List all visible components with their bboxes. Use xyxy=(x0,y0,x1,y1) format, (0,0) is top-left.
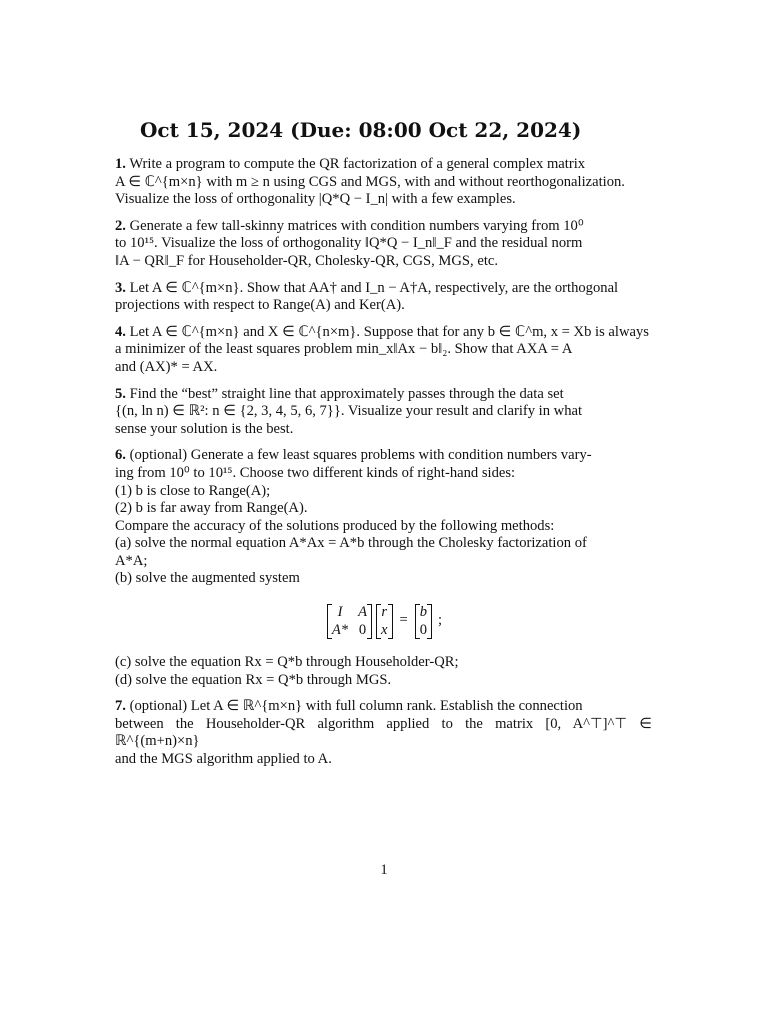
equals-sign: = xyxy=(399,612,408,629)
problem-text-line: ‖A − QR‖_F for Householder-QR, Cholesky-QR, CGS, MGS, etc. xyxy=(115,252,498,269)
problem-text-line: A*A; xyxy=(115,552,148,569)
problem-text-line: A ∈ ℂ^{m×n} with m ≥ n using CGS and MGS, with and without reorthogonalization. xyxy=(115,173,625,190)
problem-text-line: between the Householder-QR algorithm applied to the matrix [0, A^⊤]^⊤ ∈ ℝ^{(m+n)×n} xyxy=(115,715,652,750)
problem-number: 4. xyxy=(115,323,126,340)
problem-text-line: (1) b is close to Range(A); xyxy=(115,482,271,499)
problem-text-line: Generate a few tall-skinny matrices with condition numbers varying from 10⁰ xyxy=(129,217,584,234)
problem-1 xyxy=(115,156,652,209)
problem-4 xyxy=(115,324,652,377)
problem-number: 6. xyxy=(115,447,126,464)
problem-number: 1. xyxy=(115,156,126,172)
problem-text-line: {(n, ln n) ∈ ℝ²: n ∈ {2, 3, 4, 5, 6, 7}}. Visualize your result and clarify in what xyxy=(115,403,583,420)
problem-text-line: Let A ∈ ℂ^{m×n} and X ∈ ℂ^{n×m}. Suppose that for any b ∈ ℂ^m, x = Xb is always xyxy=(129,323,649,340)
problem-text-line: sense your solution is the best. xyxy=(115,420,294,437)
problem-list xyxy=(115,156,652,778)
problem-text-line: (optional) Generate a few least squares problems with condition numbers vary- xyxy=(129,447,592,464)
vector-entry: x xyxy=(381,621,388,638)
problem-text-line: and (AX)* = AX. xyxy=(115,358,218,375)
problem-text-line: (optional) Let A ∈ ℝ^{m×n} with full column rank. Establish the connection xyxy=(129,698,583,715)
matrix-entry: 0 xyxy=(358,621,367,638)
problem-text-line: Write a program to compute the QR factorization of a general complex matrix xyxy=(129,156,586,172)
vector-entry: 0 xyxy=(419,621,428,638)
problem-text-line: to 10¹⁵. Visualize the loss of orthogonality ‖Q*Q − I_n‖_F and the residual norm xyxy=(115,235,583,252)
problem-text-line: (a) solve the normal equation A*Ax = A*b through the Cholesky factorization of xyxy=(115,535,587,552)
matrix-entry: A* xyxy=(331,621,349,638)
problem-number: 3. xyxy=(115,279,126,296)
problem-text-line: Visualize the loss of orthogonality |Q*Q − I_n| with a few examples. xyxy=(115,191,516,208)
matrix-entry: I xyxy=(337,603,343,620)
problem-5 xyxy=(115,386,652,439)
unknown-vector xyxy=(376,604,392,639)
page-number: 1 xyxy=(380,862,388,878)
problem-text-line: Compare the accuracy of the solutions produced by the following methods: xyxy=(115,517,555,534)
problem-text-line: (c) solve the equation Rx = Q*b through Householder-QR; xyxy=(115,654,459,671)
problem-text-line: projections with respect to Range(A) and Ker(A). xyxy=(115,297,405,314)
vector-entry: r xyxy=(381,603,388,620)
problem-text-line: (b) solve the augmented system xyxy=(115,570,300,587)
problem-text-line: ing from 10⁰ to 10¹⁵. Choose two different kinds of right-hand sides: xyxy=(115,464,516,481)
matrix-entry: A xyxy=(358,603,368,620)
block-matrix xyxy=(327,604,372,639)
rhs-vector xyxy=(415,604,432,639)
problem-text-line: and the MGS algorithm applied to A. xyxy=(115,751,332,768)
equation-punctuation: ; xyxy=(438,612,443,629)
problem-text-line: Let A ∈ ℂ^{m×n}. Show that AA† and I_n − A†A, respectively, are the orthogonal xyxy=(129,279,619,296)
problem-text-line: Find the “best” straight line that approximately passes through the data set xyxy=(129,385,564,402)
problem-number: 7. xyxy=(115,698,126,715)
vector-entry: b xyxy=(419,603,428,620)
problem-number: 5. xyxy=(115,385,126,402)
problem-number: 2. xyxy=(115,217,126,234)
problem-2 xyxy=(115,218,652,271)
problem-3 xyxy=(115,280,652,315)
problem-7 xyxy=(115,698,652,768)
problem-6 xyxy=(115,447,652,689)
augmented-system-equation xyxy=(115,602,652,640)
problem-text-line: (2) b is far away from Range(A). xyxy=(115,500,308,517)
problem-text-line: (d) solve the equation Rx = Q*b through MGS. xyxy=(115,671,392,688)
page-title: Oct 15, 2024 (Due: 08:00 Oct 22, 2024) xyxy=(140,118,582,142)
problem-text-line: a minimizer of the least squares problem min_x‖Ax − b‖₂. Show that AXA = A xyxy=(115,341,573,358)
